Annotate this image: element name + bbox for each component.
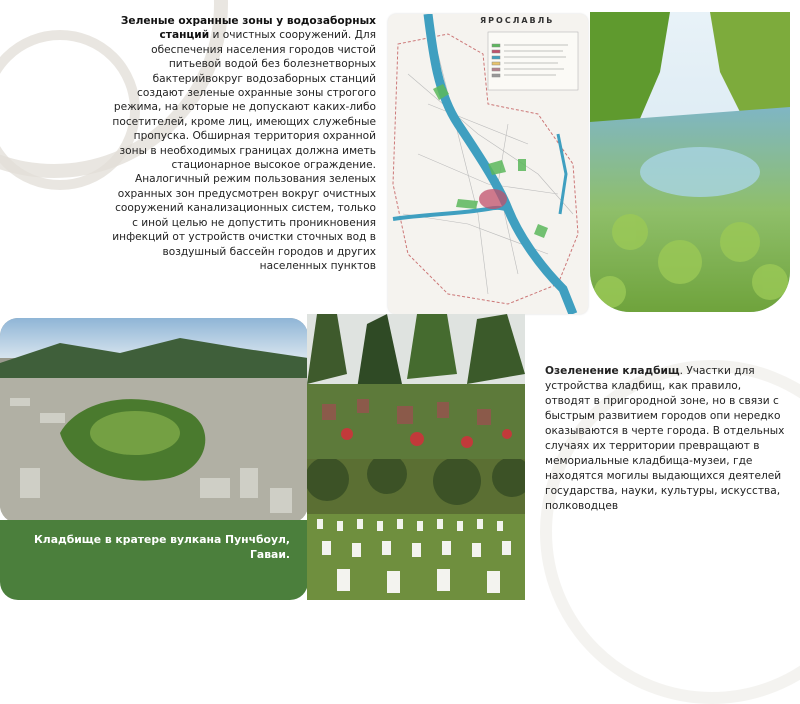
cemetery-greening-heading: Озеленение кладбищ: [545, 365, 680, 377]
protection-zones-text: [110, 14, 376, 273]
pond-photo: [590, 12, 790, 312]
protection-zones-body: и очистных сооружений. Для обеспечения населения городов чистой питьевой водой без болезнетворных бактерийвокруг водозаборных станций создают зеленые охранные зоны строгого режима, на которые не допускают каких-либо посетителей, кроме лиц, имеющих служебные пропуска. Обширная территория охранной зоны в необходимых границах должна иметь стационарное высокое ограждение. Аналогичный режим пользования зеленых охранных зон предусмотрен вокруг очистных сооружений канализационных систем, только с иной целью не допустить проникновения инфекций от устройств очистки сточных вод в воздушный бассейн городов и других населенных пунктов: [112, 29, 376, 272]
cemetery-greening-text: [545, 364, 785, 514]
punchbowl-aerial-photo: [0, 318, 308, 523]
protection-zones-heading: Зеленые охранные зоны у водозаборных станций: [120, 15, 376, 42]
map-title: ЯРОСЛАВЛЬ: [480, 16, 555, 25]
cemetery-greening-body: . Участки для устройства кладбищ, как правило, отводят в пригородной зоне, но в связи с быстрым развитием городов опи нередко оказываются в черте города. В отдельных случаях их территории превращают в мемориальные кладбища-музеи, где находятся могилы выдающихся деятелей государства, науки, культуры, искусства, полководцев: [545, 365, 785, 512]
military-cemetery-photo: [307, 459, 525, 600]
cemetery-garden-photo: [307, 314, 525, 459]
map-drawing: [388, 14, 588, 314]
punchbowl-caption: Кладбище в кратере вулкана Пунчбоул, Гаваи.: [33, 533, 290, 561]
yaroslavl-map: [388, 14, 588, 314]
